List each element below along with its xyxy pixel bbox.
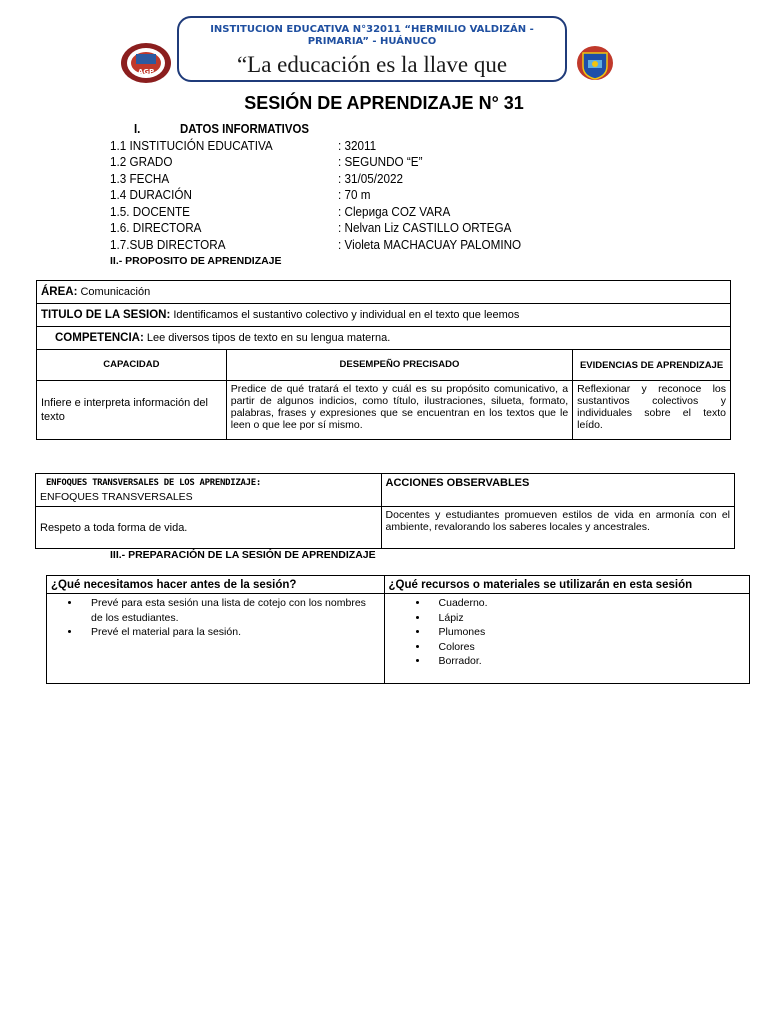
preparacion-actions-list — [59, 596, 380, 640]
enfoque-value-cell: Respeto a toda forma de vida. — [36, 507, 382, 549]
info-label-grado: 1.2 GRADO — [110, 154, 173, 169]
area-label: ÁREA: — [41, 286, 78, 298]
preparacion-header-right: ¿Qué recursos o materiales se utilizarán en esta sesión — [384, 576, 749, 594]
info-value-grado: : SEGUNDO “E” — [338, 154, 423, 169]
acciones-header-cell: ACCIONES OBSERVABLES — [381, 474, 734, 507]
header-evidencias: EVIDENCIAS DE APRENDIZAJE — [573, 350, 731, 381]
institution-header — [177, 16, 567, 82]
area-value: Comunicación — [80, 286, 151, 298]
info-value-subdirectora: : Violeta MACHACUAY PALOMINO — [338, 237, 522, 252]
enfoques-header-line2: ENFOQUES TRANSVERSALES — [40, 491, 193, 503]
info-label-duracion: 1.4 DURACIÓN — [110, 187, 192, 202]
institution-name-line1: INSTITUCION EDUCATIVA N°32011 “HERMILIO VALDIZÁN - — [210, 24, 534, 35]
info-label-directora: 1.6. DIRECTORA — [110, 220, 202, 235]
learning-purpose-table — [36, 280, 731, 440]
enfoques-header-cell — [36, 474, 382, 507]
list-item: • Prevé el material para la sesión. — [81, 625, 380, 640]
info-label-institucion: 1.1 INSTITUCIÓN EDUCATIVA — [110, 138, 273, 153]
competencia-value: Lee diversos tipos de texto en su lengua materna. — [146, 332, 391, 344]
list-item: • Prevé para esta sesión una lista de cotejo con los nombres de los estudiantes. — [81, 596, 380, 625]
preparacion-header-left: ¿Qué necesitamos hacer antes de la sesión? — [47, 576, 385, 594]
titulo-row — [37, 304, 731, 327]
institution-name-line2: PRIMARIA” - HUÁNUCO — [307, 36, 437, 47]
school-seal-left-logo — [120, 42, 172, 84]
cell-evidencias: Reflexionar y reconoce los sustantivos colectivos y individuales sobre el texto leído. — [573, 381, 731, 440]
page-title: SESIÓN DE APRENDIZAJE N° 31 — [244, 93, 524, 113]
school-shield-right-logo — [576, 44, 614, 82]
header-desempeno: DESEMPEÑO PRECISADO — [226, 350, 572, 381]
titulo-label: TITULO DE LA SESION: — [41, 309, 171, 321]
list-item: • Plumones — [429, 625, 745, 640]
info-value-directora: : Nelvan Liz CASTILLO ORTEGA — [338, 220, 512, 235]
area-row — [37, 281, 731, 304]
info-label-subdirectora: 1.7.SUB DIRECTORA — [110, 237, 226, 252]
section-number-datos: I. — [134, 121, 141, 136]
list-item: • Lápiz — [429, 611, 745, 626]
competencia-row — [37, 327, 731, 350]
cell-capacidad: Infiere e interpreta información del texto — [37, 381, 227, 440]
info-label-fecha: 1.3 FECHA — [110, 171, 170, 186]
preparacion-right-cell — [384, 594, 749, 684]
session-preparation-table — [46, 575, 750, 684]
competencia-label: COMPETENCIA: — [55, 332, 144, 344]
preparacion-left-cell — [47, 594, 385, 684]
section-heading-preparacion: III.- PREPARACIÓN DE LA SESIÓN DE APRENDIZAJE — [110, 549, 376, 561]
institution-motto: “La educación es la llave que — [236, 52, 508, 77]
info-value-duracion: : 70 m — [338, 187, 371, 202]
acciones-value-cell: Docentes y estudiantes promueven estilos de vida en armonía con el ambiente, revalorando los saberes locales y ancestrales. — [381, 507, 734, 549]
cell-desempeno: Predice de qué tratará el texto y cuál es su propósito comunicativo, a partir de algunos indicios, como título, ilustraciones, silueta, formato, palabras, frases y expresiones que se encuentran en los textos que le leen o que lee por sí mismo. — [226, 381, 572, 440]
enfoques-header-line1: ENFOQUES TRANSVERSALES DE LOS APRENDIZAJE: — [46, 478, 261, 488]
materials-list — [407, 596, 745, 669]
section-heading-proposito: II.- PROPOSITO DE APRENDIZAJE — [110, 255, 282, 267]
header-capacidad: CAPACIDAD — [37, 350, 227, 381]
info-value-institucion: : 32011 — [338, 138, 377, 153]
list-item: • Cuaderno. — [429, 596, 745, 611]
list-item: • Borrador. — [429, 654, 745, 669]
section-heading-datos: DATOS INFORMATIVOS — [180, 121, 310, 136]
info-label-docente: 1.5. DOCENTE — [110, 204, 190, 219]
list-item: • Colores — [429, 640, 745, 655]
info-value-fecha: : 31/05/2022 — [338, 171, 404, 186]
transversal-approaches-table — [35, 473, 735, 549]
svg-text:AGP: AGP — [137, 68, 155, 76]
titulo-value: Identificamos el sustantivo colectivo y individual en el texto que leemos — [173, 309, 520, 321]
info-value-docente: : Clериga COZ VARA — [338, 204, 451, 219]
